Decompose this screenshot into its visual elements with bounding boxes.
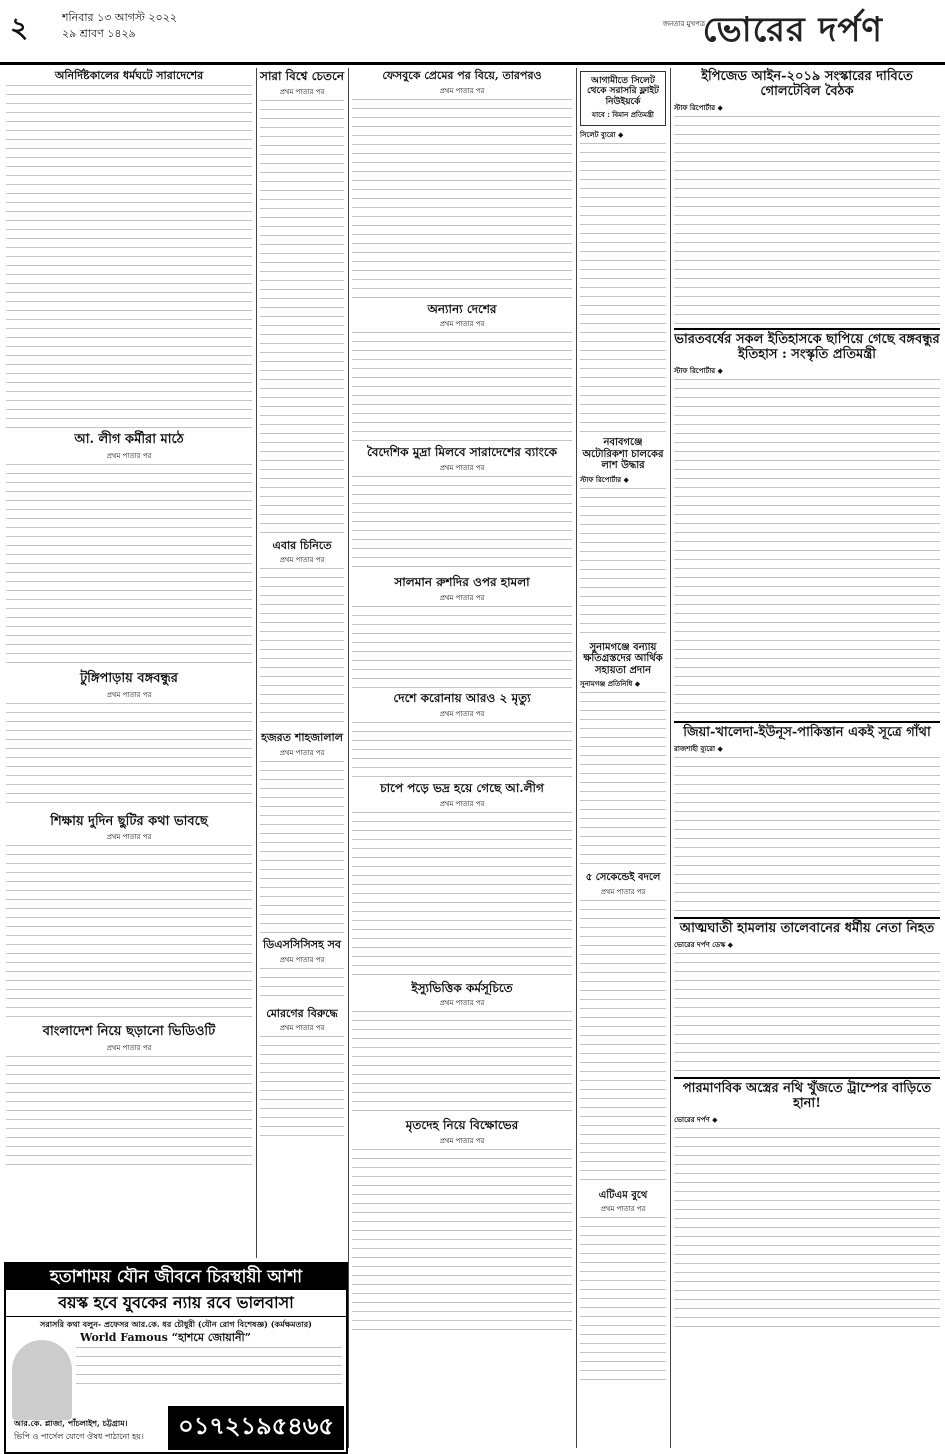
column-4 — [580, 68, 666, 1387]
ad-body — [76, 1347, 342, 1387]
page-number: ২ — [10, 11, 29, 44]
article-body — [580, 143, 666, 433]
date-bangla: ২৯ শ্রাবণ ১৪২৯ — [62, 27, 136, 40]
article-body — [6, 464, 252, 668]
continued-label: প্রথম পাতার পর — [279, 1024, 325, 1033]
headline-sylhet: আগামীতে সিলেট থেকে সরাসরি ফ্লাইট নিউইয়র্কে — [587, 76, 659, 107]
headline-rushdie: সালমান রুশদির ওপর হামলা — [394, 575, 530, 590]
continued-label: প্রথম পাতার পর — [439, 999, 485, 1008]
masthead-logo: ভোরের দর্পণ — [702, 10, 883, 50]
headline-trump: পারমাণবিক অস্ত্রের নথি খুঁজতে ট্রাম্পের বাড়িতে হানা! — [682, 1080, 932, 1111]
headline-strike: অনির্দিষ্টকালের ধর্মঘটে সারাদেশের — [54, 69, 204, 82]
headline-al-pressure: চাপে পড়ে ভদ্র হয়ে গেছে আ.লীগ — [380, 780, 544, 795]
section-rule — [674, 1077, 940, 1079]
continued-label: প্রথম পাতার পর — [600, 1205, 646, 1214]
article-body — [580, 1217, 666, 1383]
article-body — [352, 1011, 572, 1115]
headline-foreign-currency: বৈদেশিক মুদ্রা মিলবে সারাদেশের ব্যাংকে — [366, 445, 558, 460]
headline-tungipara: টুঙ্গিপাড়ায় বঙ্গবন্ধুর — [80, 670, 178, 686]
ad-world-famous: World Famous “হাশমে জোয়ানী” — [80, 1331, 251, 1344]
article-body — [674, 116, 940, 324]
ad-headline-1: হতাশাময় যৌন জীবনে চিরস্থায়ী আশা — [6, 1264, 346, 1290]
continued-label: প্রথম পাতার পর — [279, 87, 325, 96]
section-rule — [674, 328, 940, 330]
reporter-label: ভোরের দর্পণ ডেস্ক ◆ — [674, 939, 733, 949]
headline-world: সারা বিশ্বে চেতনে — [260, 69, 344, 83]
column-divider — [256, 68, 257, 1258]
headline-dsc: ডিএসসিসিসহ সব — [263, 938, 341, 952]
page-header — [0, 0, 945, 62]
headline-other-countries: অন্যান্য দেশের — [427, 301, 497, 316]
article-body — [6, 845, 252, 1021]
headline-5-seconds: ৫ সেকেন্ডেই বদলে — [585, 872, 661, 884]
ad-address: আর.কে. প্লাজা, পাঁচলাইশ, চট্টগ্রাম। — [14, 1418, 128, 1428]
headline-taliban: আত্মঘাতী হামলায় তালেবানের ধর্মীয় নেতা নিহত — [679, 920, 935, 936]
article-body — [674, 1128, 940, 1328]
section-rule — [674, 721, 940, 723]
continued-label: প্রথম পাতার পর — [439, 464, 485, 473]
article-body — [260, 968, 344, 1004]
header-rule — [0, 62, 945, 65]
continued-label: প্রথম পাতার পর — [106, 1044, 152, 1053]
headline-video: বাংলাদেশ নিয়ে ছড়ানো ভিডিওটি — [42, 1024, 216, 1040]
advertisement — [4, 1262, 348, 1454]
article-body — [352, 606, 572, 688]
article-body — [352, 332, 572, 442]
article-body — [260, 568, 344, 728]
reporter-label: ভোরের দর্পণ ◆ — [674, 1114, 718, 1124]
article-body — [580, 900, 666, 1186]
ad-courier: ভিপি ও পার্সেল যোগে ঔষধ পাঠানো হয়। — [14, 1432, 144, 1441]
headline-sylhet-deck: যাবে : বিমান প্রতিমন্ত্রী — [592, 110, 654, 120]
article-body — [260, 100, 344, 536]
article-body — [674, 953, 940, 1073]
article-body — [260, 1036, 344, 1136]
reporter-label: স্টাফ রিপোর্টার ◆ — [674, 102, 723, 112]
continued-label: প্রথম পাতার পর — [106, 690, 152, 699]
reporter-label: সিলেট ব্যুরো ◆ — [580, 130, 624, 140]
article-body — [6, 703, 252, 811]
article-body — [6, 85, 252, 429]
article-body — [352, 476, 572, 572]
column-divider — [670, 68, 671, 1448]
continued-label: প্রথম পাতার পর — [106, 833, 152, 842]
reporter-label: সুনামগঞ্জ প্রতিনিধি ◆ — [580, 679, 641, 689]
column-divider — [576, 68, 577, 1448]
column-2 — [260, 68, 344, 1140]
headline-education: শিক্ষায় দুদিন ছুটির কথা ভাবছে — [50, 813, 208, 829]
article-body — [260, 761, 344, 935]
continued-label: প্রথম পাতার পর — [279, 955, 325, 964]
article-body — [352, 812, 572, 978]
continued-label: প্রথম পাতার পর — [439, 799, 485, 808]
headline-protest: মৃতদেহ নিয়ে বিক্ষোভের — [405, 1118, 519, 1133]
continued-label: প্রথম পাতার পর — [279, 556, 325, 565]
article-body — [580, 692, 666, 868]
header-date — [62, 10, 177, 42]
headline-facebook: ফেসবুকে প্রেমের পর বিয়ে, তারপরও — [382, 69, 542, 82]
logo-tagline: জনতার মুখপত্র — [662, 20, 705, 28]
continued-label: প্রথম পাতার পর — [600, 887, 646, 896]
continued-label: প্রথম পাতার পর — [439, 1137, 485, 1146]
headline-atm: এটিএম বুথে — [598, 1189, 648, 1201]
article-body — [352, 1149, 572, 1335]
continued-label: প্রথম পাতার পর — [439, 594, 485, 603]
reporter-label: স্টাফ রিপোর্টার ◆ — [674, 365, 723, 375]
story-sylhet-flight — [580, 71, 666, 126]
headline-issue-programs: ইস্যুভিত্তিক কর্মসূচিতে — [411, 980, 513, 995]
continued-label: প্রথম পাতার পর — [439, 320, 485, 329]
column-1 — [6, 68, 252, 1170]
headline-sugar: এবার চিনিতে — [272, 538, 332, 552]
continued-label: প্রথম পাতার পর — [439, 709, 485, 718]
ad-headline-2: বয়স্ক হবে যুবকের ন্যায় রবে ভালবাসা — [6, 1290, 346, 1317]
headline-covid: দেশে করোনায় আরও ২ মৃত্যু — [393, 691, 531, 706]
section-rule — [674, 917, 940, 919]
article-body — [6, 1056, 252, 1166]
headline-epz: ইপিজেড আইন-২০১৯ সংস্কারের দাবিতে গোলটেবিল বৈঠক — [701, 69, 913, 99]
headline-bangabandhu-history: ভারতবর্ষের সকল ইতিহাসকে ছাপিয়ে গেছে বঙ্গবন্ধুর ইতিহাস : সংস্কৃতি প্রতিমন্ত্রী — [674, 331, 940, 362]
headline-rooster: মোরগের বিরুদ্ধে — [266, 1006, 338, 1020]
headline-zia-khaleda: জিয়া-খালেদা-ইউনূস-পাকিস্তান একই সূত্রে গাঁথা — [683, 724, 931, 740]
ad-doctor-photo — [12, 1340, 72, 1420]
reporter-label: স্টাফ রিপোর্টার ◆ — [580, 474, 629, 484]
article-body — [674, 379, 940, 717]
column-5 — [674, 68, 940, 1332]
article-body — [352, 99, 572, 299]
headline-al-workers: আ. লীগ কর্মীরা মাঠে — [74, 431, 184, 447]
headline-nawabganj: নবাবগঞ্জে অটোরিকশা চালকের লাশ উদ্ধার — [582, 437, 664, 472]
date-gregorian: শনিবার ১৩ আগস্ট ২০২২ — [62, 11, 177, 24]
column-divider — [348, 68, 349, 1448]
continued-label: প্রথম পাতার পর — [439, 86, 485, 95]
article-body — [674, 757, 940, 913]
article-body — [580, 488, 666, 638]
column-3 — [352, 68, 572, 1339]
headline-sunamganj: সুনামগঞ্জে বন্যায় ক্ষতিগ্রস্তদের আর্থিক সহায়তা প্রদান — [583, 641, 663, 676]
article-body — [352, 722, 572, 778]
continued-label: প্রথম পাতার পর — [106, 451, 152, 460]
ad-tagline: সরাসরি কথা বলুন- প্রফেসর আর.কে. ধর চৌধুরী (যৌন রোগ বিশেষজ্ঞ) (কর্মক্ষমতার) — [40, 1319, 312, 1329]
reporter-label: রাজশাহী ব্যুরো ◆ — [674, 743, 723, 753]
ad-phone-number: ০১৭২১৯৫৪৬৫ — [168, 1406, 344, 1450]
headline-shahjalal: হজরত শাহজালাল — [261, 731, 343, 745]
continued-label: প্রথম পাতার পর — [279, 749, 325, 758]
